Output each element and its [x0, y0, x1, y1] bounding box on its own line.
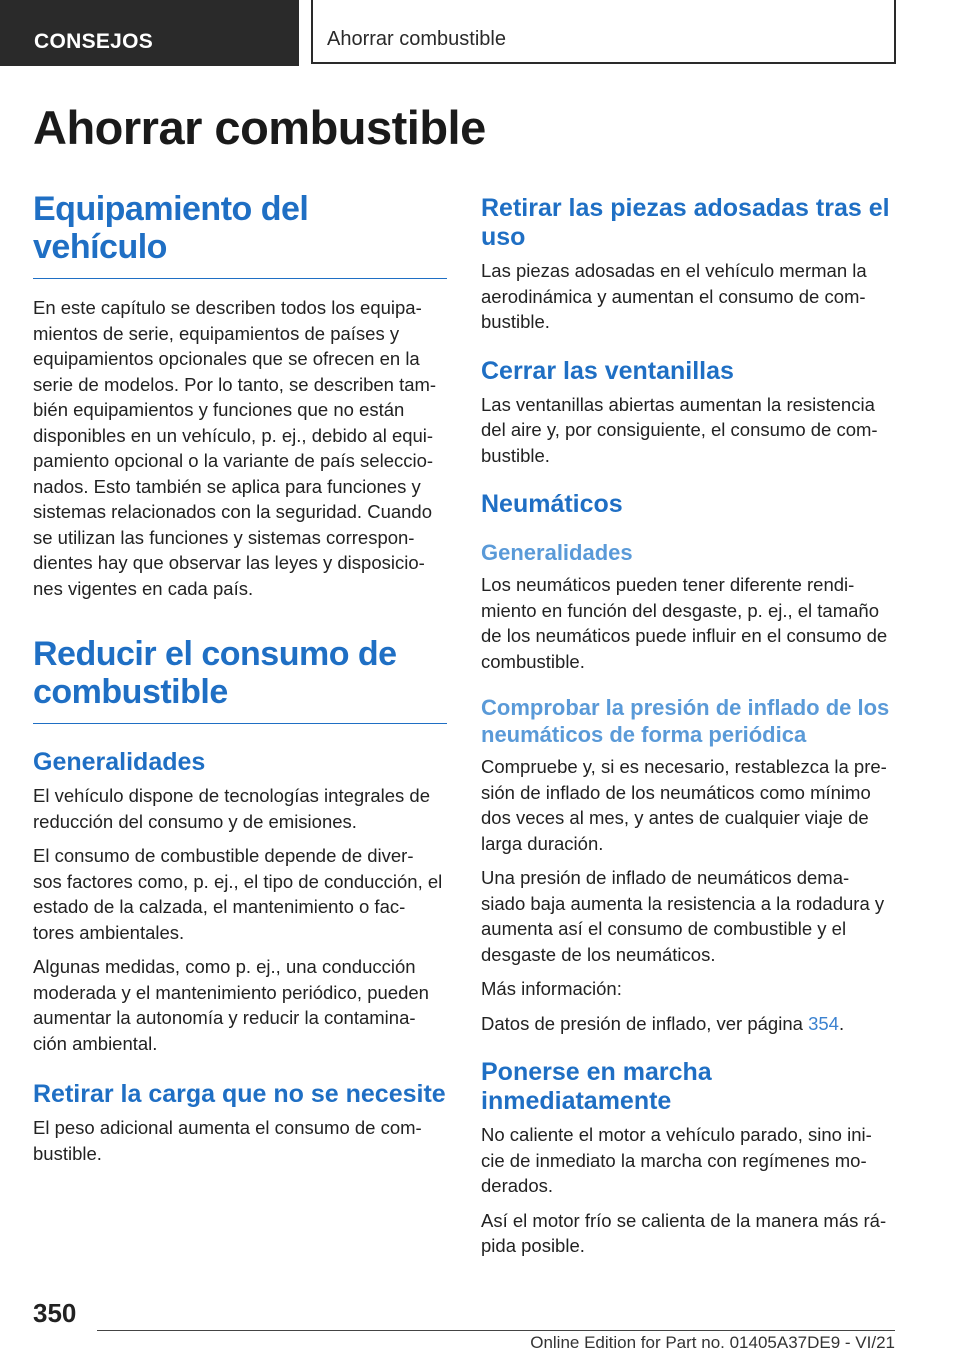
page-title: Ahorrar combustible: [33, 101, 486, 154]
left-column: [33, 190, 447, 1175]
subheading-cerrar-ventanillas: Cerrar las ventanillas: [481, 356, 734, 385]
section-tab: CONSEJOS: [0, 0, 299, 66]
section-heading-reducir-consumo: Reducir el consumo de combustible: [33, 635, 397, 711]
paragraph: Más información:: [481, 978, 622, 999]
paragraph: No caliente el motor a vehículo parado, sino ini‐ cie de inmediato la marcha con regímenes mo‐ derados.: [481, 1124, 872, 1196]
topic-tab: Ahorrar combustible: [311, 0, 896, 64]
page-number: 350: [33, 1298, 77, 1328]
paragraph: Algunas medidas, como p. ej., una conducción moderada y el mantenimiento periódico, pueden aumentar la autonomía y reducir la contamina‐ ción ambiental.: [33, 956, 429, 1054]
reference-text: Datos de presión de inflado, ver página: [481, 1012, 809, 1034]
subheading-retirar-piezas: Retirar las piezas adosadas tras el uso: [481, 194, 890, 251]
subheading-generalidades: Generalidades: [33, 748, 206, 776]
paragraph: El consumo de combustible depende de diver‐ sos factores como, p. ej., el tipo de conducción, el estado de la calzada, el mantenimiento o fac‐ tores ambientales.: [33, 845, 443, 943]
paragraph: Compruebe y, si es necesario, restablezca la pre‐ sión de inflado de los neumáticos como mínimo dos veces al mes, y antes de cualquier viaje de larga duración.: [481, 756, 887, 854]
page-link[interactable]: 354: [808, 1012, 839, 1034]
paragraph: En este capítulo se describen todos los equipa‐ mientos de serie, equipamientos de países y equipamientos opcionales que se ofrecen en la serie de modelos. Por lo tanto, se describen tam‐ bién equipamientos y funciones que no están disponibles en un vehículo, p. ej., debido al equi‐ pamiento opcional o la variante de país seleccio‐ nados. Esto también se aplica para funciones y sistemas relacionados con la seguridad. Cuando se utilizan las funciones y sistemas correspon‐ dientes hay que observar las leyes y disposicio‐ nes vigentes en cada país.: [33, 297, 437, 599]
section-heading-block: [33, 190, 447, 279]
reference-end: .: [838, 1012, 845, 1034]
edition-note: Online Edition for Part no. 01405A37DE9 - VI/21: [530, 1333, 895, 1352]
subheading-neumaticos: Neumáticos: [481, 490, 623, 518]
paragraph: Una presión de inflado de neumáticos dema‐ siado baja aumenta la resistencia a la rodadura y aumenta así el consumo de combustible y el desgaste de los neumáticos.: [481, 867, 885, 965]
subheading-ponerse-en-marcha: Ponerse en marcha inmediatamente: [481, 1058, 712, 1115]
paragraph: Así el motor frío se calienta de la manera más rá‐ pida posible.: [481, 1209, 887, 1256]
section-heading-block: [33, 635, 447, 724]
paragraph: Los neumáticos pueden tener diferente rendi‐ miento en función del desgaste, p. ej., el tamaño de los neumáticos puede influir en el consumo de combustible.: [481, 574, 888, 672]
paragraph: Las ventanillas abiertas aumentan la resistencia del aire y, por consiguiente, el consumo de com‐ bustible.: [481, 393, 878, 466]
paragraph: El peso adicional aumenta el consumo de com‐ bustible.: [33, 1117, 422, 1164]
footer-divider: [97, 1330, 895, 1331]
subheading-retirar-carga: Retirar la carga que no se necesite: [33, 1080, 446, 1108]
paragraph: Las piezas adosadas en el vehículo merman la aerodinámica y aumentan el consumo de com‐ bustible.: [481, 260, 867, 332]
paragraph-reference: [481, 1011, 895, 1037]
right-column: [481, 190, 895, 1268]
section-heading-equipamiento: Equipamiento del vehículo: [33, 190, 309, 266]
minor-heading-generalidades: Generalidades: [481, 540, 633, 565]
minor-heading-comprobar-presion: Comprobar la presión de inflado de los neumáticos de forma periódica: [481, 695, 890, 747]
paragraph: El vehículo dispone de tecnologías integrales de reducción del consumo y de emisiones.: [33, 785, 430, 832]
